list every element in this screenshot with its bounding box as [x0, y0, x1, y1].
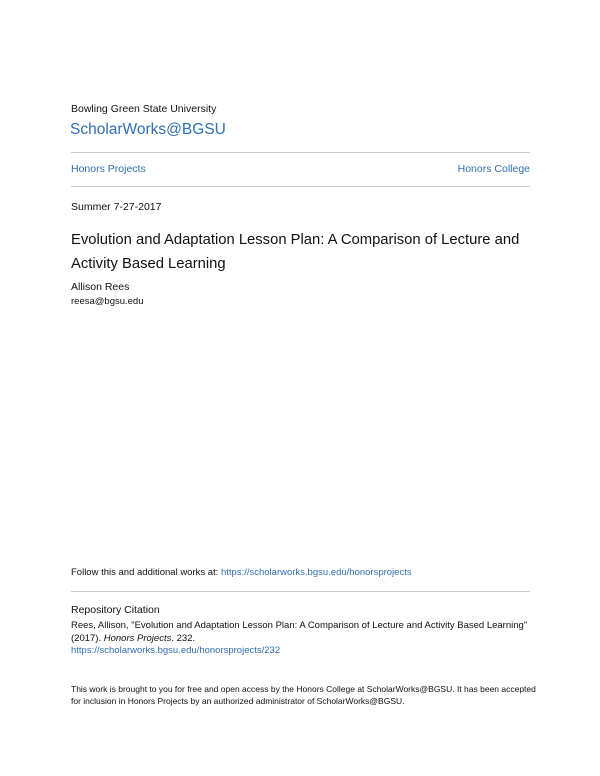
divider-citation: [71, 591, 530, 592]
collection-url-link[interactable]: https://scholarworks.bgsu.edu/honorsprojects: [220, 567, 412, 578]
citation-heading: Repository Citation: [71, 604, 160, 616]
divider-nav: [71, 186, 530, 187]
author-name: Allison Rees: [71, 281, 130, 293]
access-notice: This work is brought to you for free and open access by the Honors College at ScholarWorks@BGSU. It has been accepted for inclusion in Honors Projects by an authorized administrator of ScholarWorks@BGSU.: [71, 684, 536, 706]
college-link[interactable]: Honors College: [457, 163, 530, 175]
author-email: reesa@bgsu.edu: [71, 296, 144, 307]
collection-link[interactable]: Honors Projects: [71, 163, 146, 175]
citation-series: Honors Projects: [103, 633, 172, 644]
follow-line: [71, 567, 412, 578]
citation-text-end: . 232.: [171, 633, 196, 644]
citation-text: [71, 619, 531, 645]
divider-top: [71, 152, 530, 153]
citation-text-start: Rees, Allison, "Evolution and Adaptation Lesson Plan: A Comparison of Lecture and Activity Based Learning" (2017).: [71, 620, 528, 644]
publication-date: Summer 7-27-2017: [71, 201, 162, 213]
citation-url-link[interactable]: https://scholarworks.bgsu.edu/honorsprojects/232: [71, 645, 281, 656]
repository-link[interactable]: ScholarWorks@BGSU: [70, 121, 226, 138]
follow-prefix: Follow this and additional works at:: [71, 567, 221, 578]
university-name: Bowling Green State University: [71, 103, 217, 115]
document-title: Evolution and Adaptation Lesson Plan: A Comparison of Lecture and Activity Based Learning: [71, 232, 520, 272]
